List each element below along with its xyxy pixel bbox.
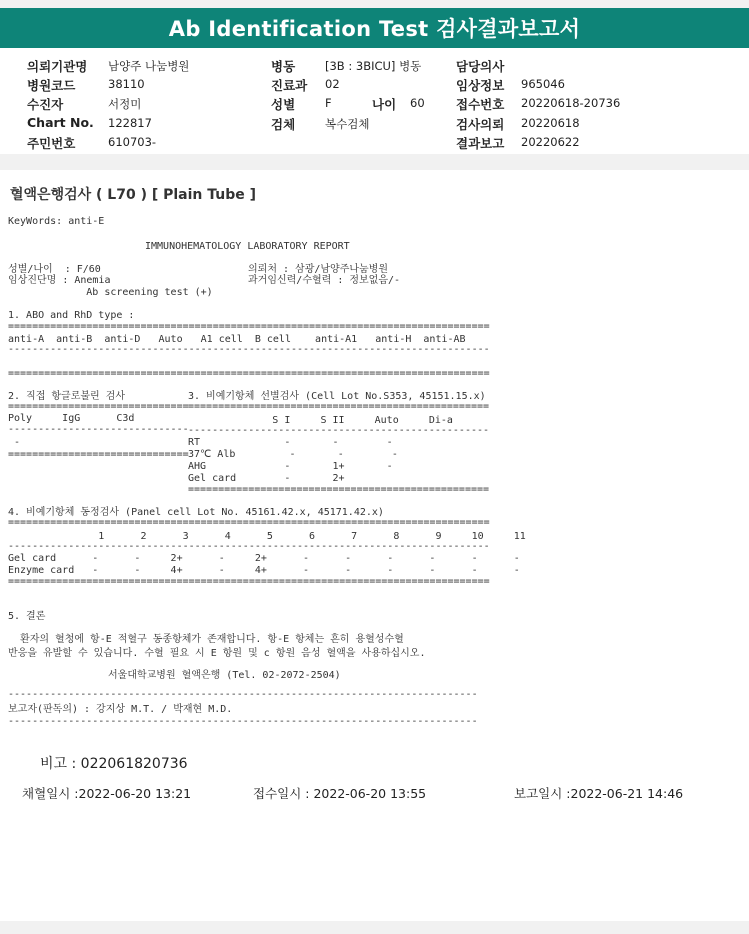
dept-value: 02 <box>325 77 340 91</box>
conclusion-text-1: 환자의 혈청에 항-E 적혈구 동종항체가 존재합니다. 항-E 항체는 흔히 용혈성수혈 <box>8 634 404 645</box>
specimen-label: 검체 <box>271 117 296 132</box>
receive-datetime: 접수일시 : 2022-06-20 13:55 <box>253 786 427 801</box>
report-datetime: 보고일시 :2022-06-21 14:46 <box>514 786 684 801</box>
screening-row-ahg: AHG - 1+ - <box>188 461 393 472</box>
accept-label: 접수번호 <box>456 97 505 112</box>
conclusion-title: 5. 결론 <box>8 611 46 622</box>
rrn-value: 610703- <box>108 135 157 149</box>
code-value: 38110 <box>108 77 145 91</box>
dat-values: - <box>8 437 21 448</box>
screening-row-gel: Gel card - 2+ <box>188 473 345 484</box>
panel-title: 4. 비예기항체 동정검사 (Panel cell Lot No. 45161.42.x, 45171.42.x) <box>8 507 384 518</box>
chart-value: 122817 <box>108 116 152 130</box>
sex-age-line: 성별/나이 : F/60 <box>8 264 101 275</box>
dat-title: 2. 직접 항글로불린 검사 <box>8 391 126 402</box>
diagnosis-line: 임상진단명 : Anemia <box>8 275 111 286</box>
report-date-label: 결과보고 <box>456 136 505 151</box>
report-title: Ab Identification Test 검사결과보고서 <box>0 8 749 48</box>
screening-row-alb: 37℃ Alb - - - <box>188 449 398 460</box>
report-date-value: 20220622 <box>521 135 580 149</box>
specimen-value: 복수검체 <box>325 117 370 131</box>
rrn-label: 주민번호 <box>27 136 76 151</box>
dat-columns: Poly IgG C3d <box>8 413 135 424</box>
patient-header <box>0 48 749 154</box>
keywords: KeyWords: anti-E <box>8 216 105 227</box>
screening-columns: S I S II Auto Di-a <box>188 415 453 426</box>
abo-title: 1. ABO and RhD type : <box>8 310 135 321</box>
doctor-label: 담당의사 <box>456 59 505 74</box>
section-title: 혈액은행검사 ( L70 ) [ Plain Tube ] <box>10 187 257 203</box>
code-label: 병원코드 <box>27 78 76 93</box>
report-sheet: 혈액은행검사 ( L70 ) [ Plain Tube ] KeyWords: anti-E IMMUNOHEMATOLOGY LABORATORY REPORT 성별/나이 : F/60 임상진단명 : Anemia Ab screening test (+) 의뢰처 : 삼광/남양주나눔병원 과거임신력/수혈력 : 정보없음/- 1. ABO and RhD type : ================================================================================ anti-A anti-B anti-D Auto A1 cell B cell anti-A1 anti-H anti-AB -------------------------------------------------------------------------------- ================================================================================ 2. 직접 항글로불린 검사 ============================== Poly IgG C3d ------------------------------ - ============================== 3. 비예기항체 선별검사 (Cell Lot No.S353, 45151.15.x) ================================================== S I S II Auto Di-a -------------------------------------------------- RT - - - 37℃ Alb - - - AHG - 1+ - Gel card - 2+ ================================================== 4. 비예기항체 동정검사 (Panel cell Lot No. 45161.42.x, 45171.42.x) ================================================================================ 1 2 3 4 5 6 7 8 9 10 11 -------------------------------------------------------------------------------- Gel card - - 2+ - 2+ - - - - - - Enzyme card - - 4+ - 4+ - - - - - - ================================================================================ 5. 결론 환자의 혈청에 항-E 적혈구 동종항체가 존재합니다. 항-E 항체는 흔히 용혈성수혈 반응을 유발할 수 있습니다. 수혈 필요 시 E 항원 및 c 항원 음성 혈액을 사용하십시오. 서울대학교병원 혈액은행 (Tel. 02-2072-2504) ------------------------------------------------------------------------------ 보고자(판독의) : 강지상 M.T. / 박재현 M.D. ------------------------------------------------------------------------------ 비고 : 022061820736 채혈일시 :2022-06-20 13:21 접수일시 : 2022-06-20 13:55 보고일시 :2022-06-21 14:46 <box>0 170 749 921</box>
age-label: 나이 <box>372 97 397 112</box>
blood-bank-line: 서울대학교병원 혈액은행 (Tel. 02-2072-2504) <box>108 670 341 681</box>
screening-row-rt: RT - - - <box>188 437 393 448</box>
requester-line: 의뢰처 : 삼광/남양주나눔병원 <box>248 264 389 275</box>
sex-label: 성별 <box>271 97 296 112</box>
ward-label: 병동 <box>271 59 296 74</box>
note-line: 비고 : 022061820736 <box>40 756 188 772</box>
panel-columns: 1 2 3 4 5 6 7 8 9 10 11 <box>8 531 526 542</box>
collect-datetime: 채혈일시 :2022-06-20 13:21 <box>22 786 192 801</box>
conclusion-text-2: 반응을 유발할 수 있습니다. 수혈 필요 시 E 항원 및 c 항원 음성 혈액을 사용하십시오. <box>8 648 426 659</box>
diagnosis-line-2: Ab screening test (+) <box>8 287 213 298</box>
accept-value: 20220618-20736 <box>521 96 621 110</box>
receiver-label: 수진자 <box>27 97 64 112</box>
lab-title: IMMUNOHEMATOLOGY LABORATORY REPORT <box>145 241 350 252</box>
clinical-value: 965046 <box>521 77 565 91</box>
receiver-value: 서정미 <box>108 97 142 111</box>
hospital-value: 남양주 나눔병원 <box>108 59 190 73</box>
chart-label: Chart No. <box>27 115 94 130</box>
screening-title: 3. 비예기항체 선별검사 (Cell Lot No.S353, 45151.15.x) <box>188 391 486 402</box>
sex-value: F <box>325 96 332 110</box>
panel-row-gel: Gel card - - 2+ - 2+ - - - - - - <box>8 553 520 564</box>
reporter-line: 보고자(판독의) : 강지상 M.T. / 박재현 M.D. <box>8 704 233 715</box>
request-value: 20220618 <box>521 116 580 130</box>
ward-value: [3B : 3BICU] 병동 <box>325 59 422 73</box>
clinical-label: 임상정보 <box>456 78 505 93</box>
abo-columns: anti-A anti-B anti-D Auto A1 cell B cell anti-A1 anti-H anti-AB <box>8 334 466 345</box>
dept-label: 진료과 <box>271 78 308 93</box>
age-value: 60 <box>410 96 425 110</box>
hospital-label: 의뢰기관명 <box>27 59 88 74</box>
panel-row-enzyme: Enzyme card - - 4+ - 4+ - - - - - - <box>8 565 520 576</box>
history-line: 과거임신력/수혈력 : 정보없음/- <box>248 275 401 286</box>
request-label: 검사의뢰 <box>456 117 505 132</box>
